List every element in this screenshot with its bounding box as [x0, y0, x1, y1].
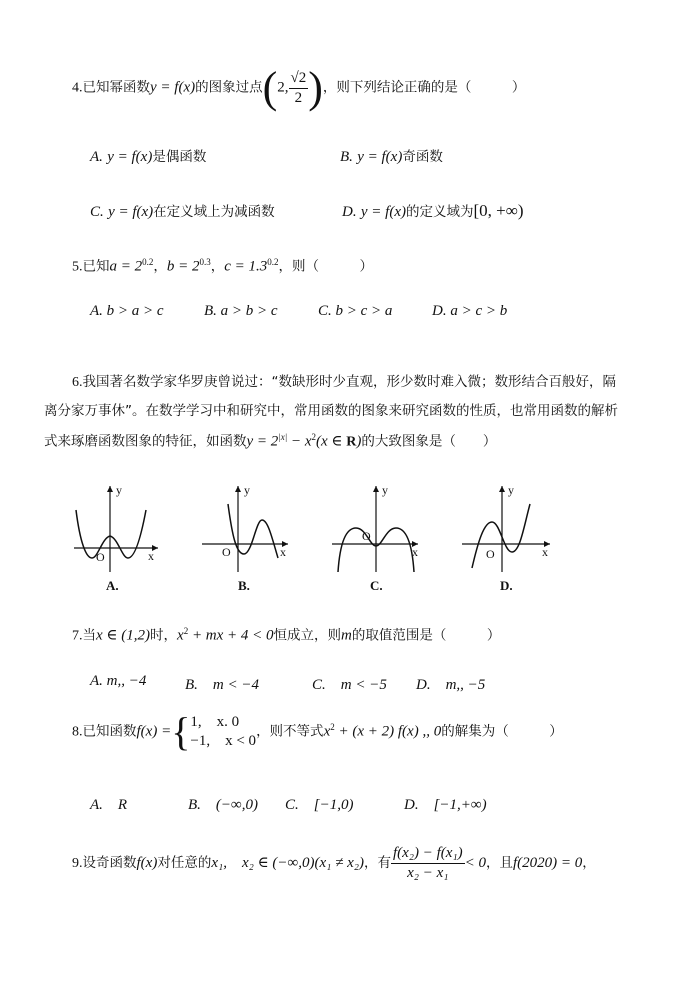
- q4-number: 4.: [72, 80, 83, 96]
- q6-graph-a-label: A.: [106, 578, 119, 593]
- curve: [76, 510, 146, 558]
- origin-label: O: [362, 529, 371, 543]
- q5-option-b: B. a > b > c: [204, 303, 278, 319]
- q5-option-c: C. b > c > a: [318, 303, 393, 319]
- q6-line-1: 6.我国著名数学家华罗庚曾说过：“数缺形时少直观，形少数时难入微；数形结合百般好，隔: [72, 374, 616, 390]
- y-label: y: [508, 483, 514, 497]
- q9-stem: 9.设奇函数f(x)对任意的x₁, x₂ ∈ (−∞,0)(x₁ ≠ x₂)，有 $\frac{\text{f(x₂) − f(x₁)}}{\text{x₂ − x₁}}$ < 0，且f(2020) = 0，: [72, 845, 596, 881]
- q4-option-c: C. y = f(x)在定义域上为减函数: [90, 204, 275, 220]
- q7-stem: 7.当x ∈ (1,2)时，$x^2$ + mx + 4 < 0恒成立，则m的取值范围是（ ）: [72, 626, 501, 644]
- origin-label: O: [96, 550, 105, 564]
- q8-cases: 1, x. 0 −1, x < 0: [190, 714, 257, 749]
- x-label: x: [542, 545, 548, 559]
- y-axis-arrow-icon: [373, 486, 379, 492]
- q7-option-c: C. m < −5: [312, 677, 387, 693]
- origin-label: O: [486, 547, 495, 561]
- q8-option-b: B. (−∞,0): [188, 797, 258, 813]
- q4-point-fraction: $\frac{√2}{2}$: [290, 69, 307, 106]
- q6-number: 6.: [72, 375, 83, 390]
- q4-stem: 4.已知幂函数y = f(x)的图象过点(2, $\frac{√2}{2}$ )，则下列结论正确的是（ ）: [72, 63, 526, 112]
- q7-number: 7.: [72, 628, 83, 644]
- q6-graph-c-label: C.: [370, 578, 383, 593]
- curve: [472, 504, 530, 568]
- origin-label: O: [222, 545, 231, 559]
- x-label: x: [280, 545, 286, 559]
- y-axis-arrow-icon: [235, 486, 241, 492]
- q8-brace-icon: {: [171, 709, 191, 754]
- q6-graph-a: [70, 482, 162, 574]
- y-axis-arrow-icon: [107, 486, 113, 492]
- q6-line-2: 离分家万事休”。在数学学习中和研究中，常用函数的图象来研究函数的性质，也常用函数的解析: [44, 403, 618, 419]
- q9-number: 9.: [72, 856, 83, 871]
- q6-line-3: 式来琢磨函数图象的特征，如函数$y = 2^{|x|} - x^2(x$ ∈ R)的大致图象是（ ）: [44, 432, 497, 450]
- q6-graph-c: [328, 482, 424, 574]
- q8-number: 8.: [72, 724, 83, 740]
- q5-option-a: A. b > a > c: [90, 303, 164, 319]
- q8-stem: 8.已知函数f(x) ={ 1, x. 0 −1, x < 0 ，则不等式$x^2 + (x + 2)$ f(x) ,, 0的解集为（ ）: [72, 709, 563, 754]
- x-label: x: [412, 545, 418, 559]
- q8-option-c: C. [−1,0): [285, 797, 354, 813]
- q8-option-a: A. R: [90, 797, 128, 813]
- q4-option-b: B. y = f(x)奇函数: [340, 149, 443, 165]
- q5-option-d: D. a > c > b: [432, 303, 508, 319]
- q7-option-b: B. m < −4: [185, 677, 259, 693]
- x-label: x: [148, 549, 154, 563]
- y-axis-arrow-icon: [499, 486, 505, 492]
- q4-option-d: D. y = f(x)的定义域为[0, +∞): [342, 201, 524, 220]
- y-label: y: [244, 483, 250, 497]
- y-label: y: [116, 483, 122, 497]
- q8-option-d: D. [−1,+∞): [404, 797, 487, 813]
- y-label: y: [382, 483, 388, 497]
- q7-option-a: A. m,, −4: [90, 673, 147, 689]
- q6-graph-d-label: D.: [500, 578, 513, 593]
- q6-graph-b: [198, 482, 294, 574]
- q4-option-a: A. y = f(x)是偶函数: [90, 149, 207, 165]
- q9-fraction: $\frac{\text{f(x₂) − f(x₁)}}{\text{x₂ − x₁}}$: [392, 845, 463, 881]
- q5-number: 5.: [72, 259, 83, 275]
- q7-option-d: D. m,, −5: [416, 677, 486, 693]
- q6-graph-d: [458, 482, 554, 574]
- q5-stem: 5.已知$a = 2^{0.2}$，$b = 2^{0.3}$，$c = 1.3^{0.2}$，则（ ）: [72, 257, 374, 275]
- curve: [228, 504, 278, 558]
- q6-graph-b-label: B.: [238, 578, 250, 593]
